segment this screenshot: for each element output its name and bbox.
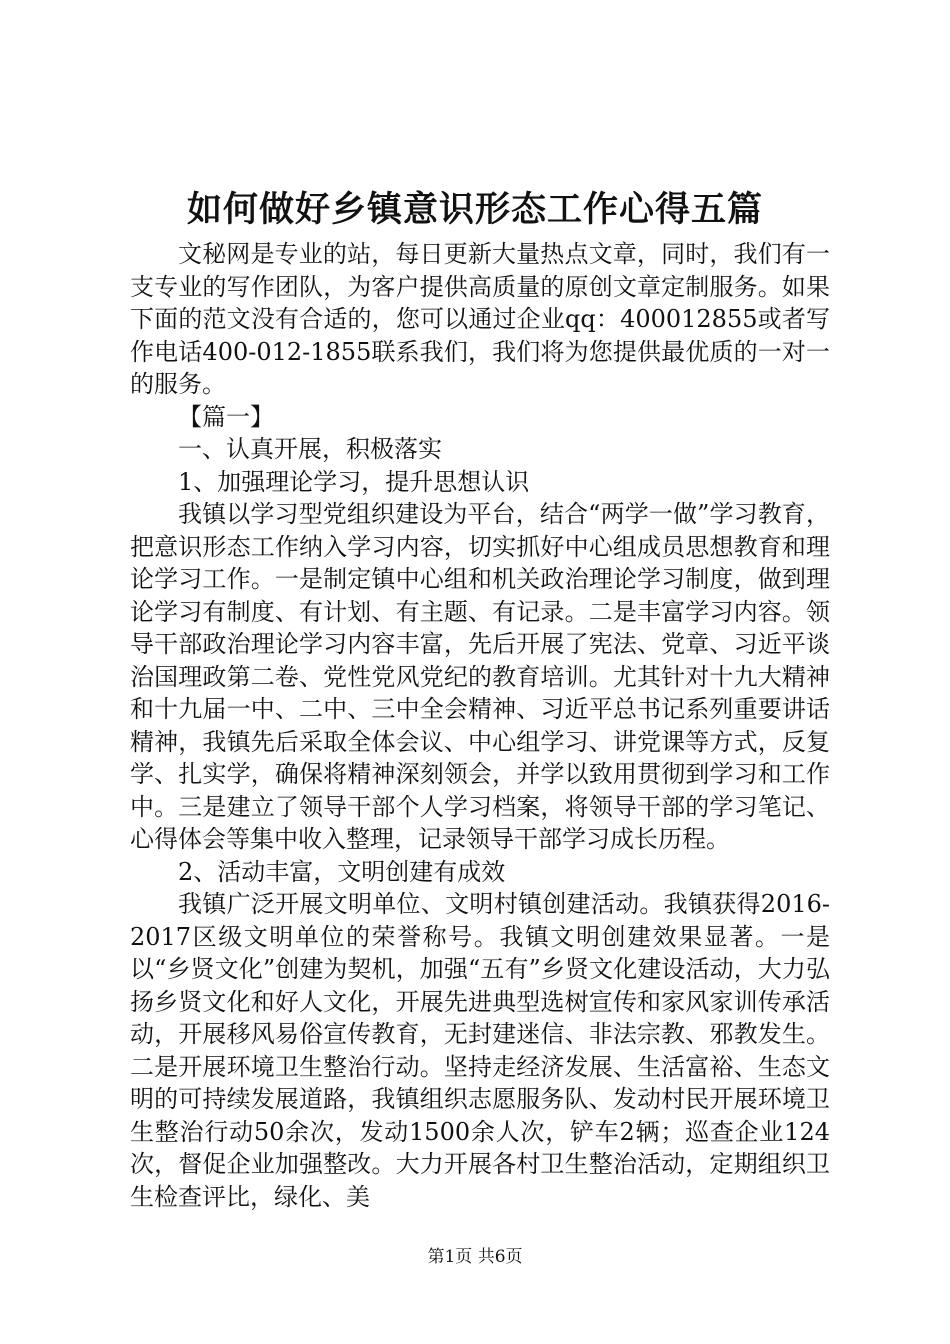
body-paragraph: 我镇以学习型党组织建设为平台，结合“两学一做”学习教育，把意识形态工作纳入学习内容，切实抓好中心组成员思想教育和理论学习工作。一是制定镇中心组和机关政治理论学习制度，做到理论学习有制度、有计划、有主题、有记录。二是丰富学习内容。领导干部政治理论学习内容丰富，先后开展了宪法、党章、习近平谈治国理政第二卷、党性党风党纪的教育培训。尤其针对十九大精神和十九届一中、二中、三中全会精神、习近平总书记系列重要讲话精神，我镇先后采取全体会议、中心组学习、讲党课等方式，反复学、扎实学，确保将精神深刻领会，并学以致用贯彻到学习和工作中。三是建立了领导干部个人学习档案，将领导干部的学习笔记、心得体会等集中收入整理，记录领导干部学习成长历程。 bbox=[130, 500, 830, 853]
document-body bbox=[130, 238, 830, 1213]
section-heading: 【篇一】 bbox=[178, 402, 274, 431]
document-title: 如何做好乡镇意识形态工作心得五篇 bbox=[186, 189, 763, 230]
page-footer: 第1页 共6页 bbox=[427, 1247, 523, 1267]
subsection-heading: 一、认真开展，积极落实 bbox=[178, 435, 442, 463]
intro-paragraph: 文秘网是专业的站，每日更新大量热点文章，同时，我们有一支专业的写作团队，为客户提供高质量的原创文章定制服务。如果下面的范文没有合适的，您可以通过企业qq：400012855或者写作电话400-012-1855联系我们，我们将为您提供最优质的一对一的服务。 bbox=[130, 240, 830, 398]
body-paragraph: 我镇广泛开展文明单位、文明村镇创建活动。我镇获得2016-2017区级文明单位的荣誉称号。我镇文明创建效果显著。一是以“乡贤文化”创建为契机，加强“五有”乡贤文化建设活动，大力弘扬乡贤文化和好人文化，开展先进典型选树宣传和家风家训传承活动，开展移风易俗宣传教育，无封建迷信、非法宗教、邪教发生。二是开展环境卫生整治行动。坚持走经济发展、生活富裕、生态文明的可持续发展道路，我镇组织志愿服务队、发动村民开展环境卫生整治行动50余次，发动1500余人次，铲车2辆；巡查企业124次，督促企业加强整改。大力开展各村卫生整治活动，定期组织卫生检查评比，绿化、美 bbox=[130, 890, 830, 1211]
item-heading: 1、加强理论学习，提升思想认识 bbox=[178, 467, 530, 496]
item-heading: 2、活动丰富，文明创建有成效 bbox=[178, 857, 506, 886]
